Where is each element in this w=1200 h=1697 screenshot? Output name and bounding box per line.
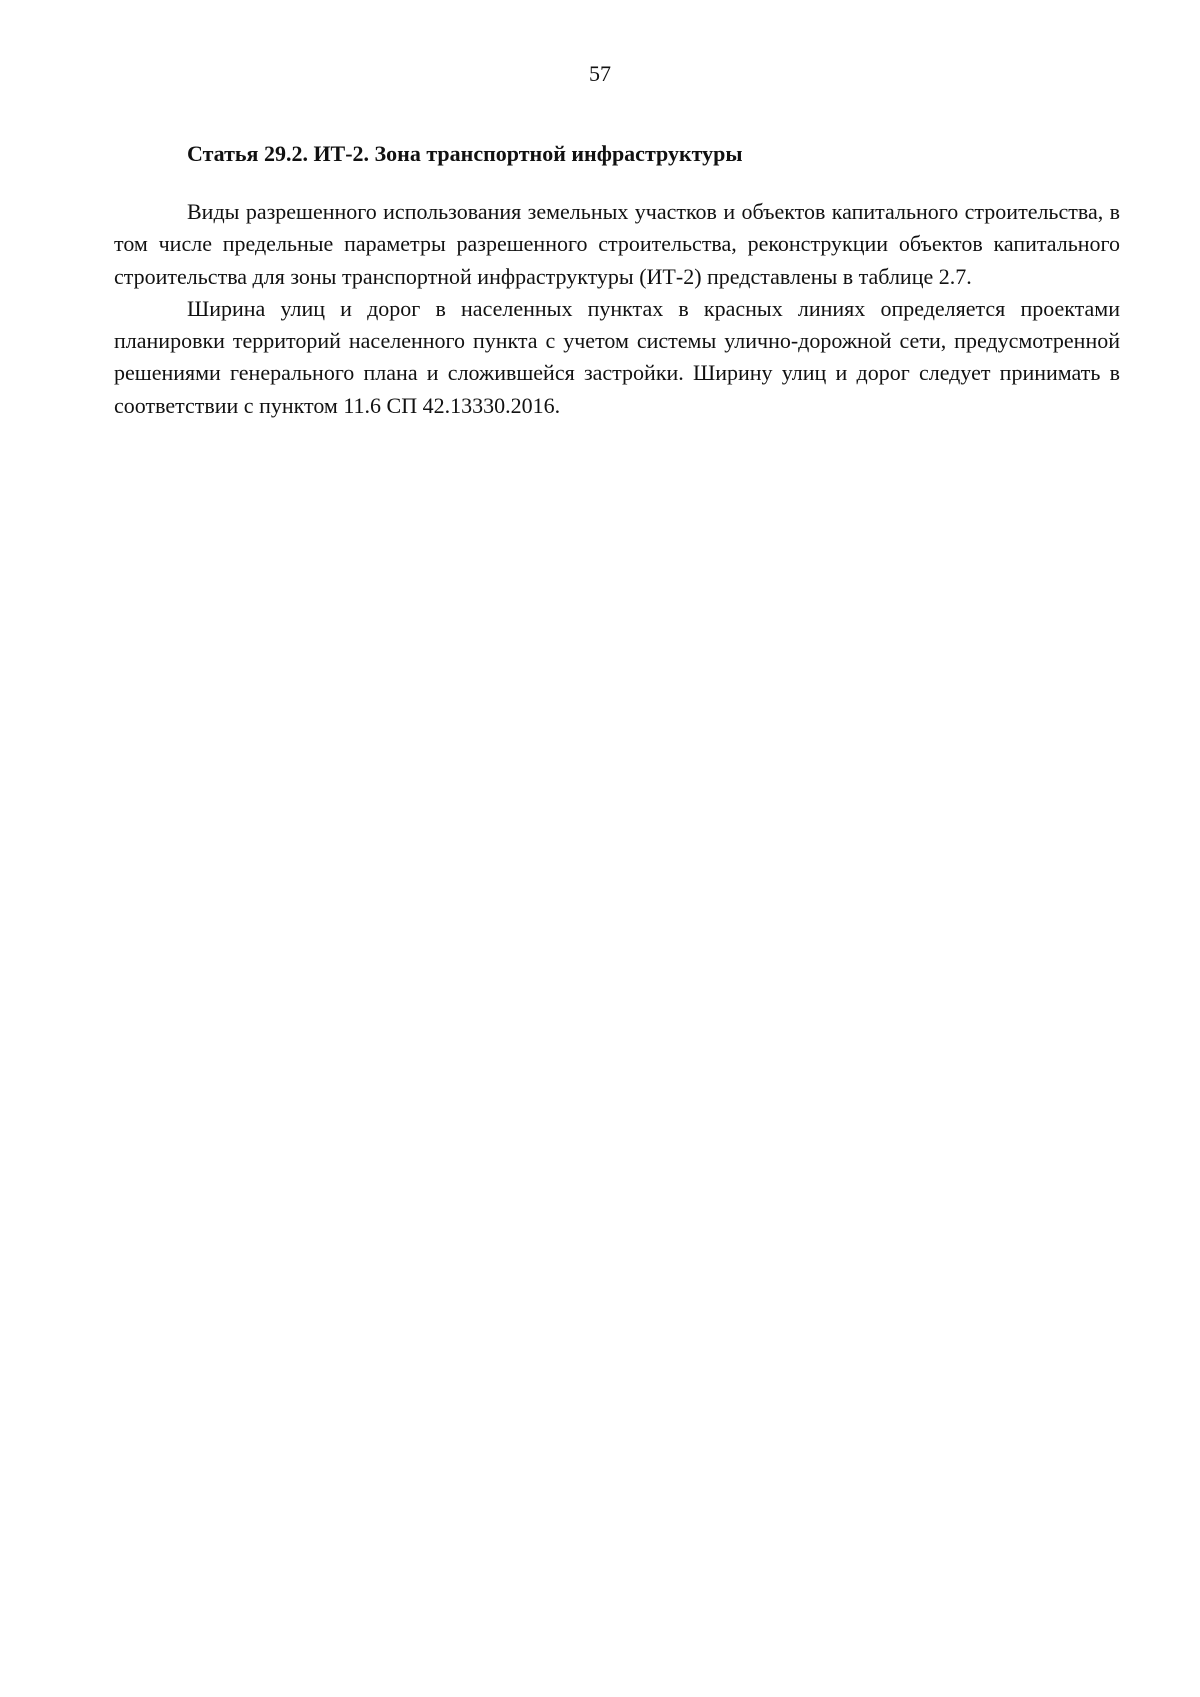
article-heading: Статья 29.2. ИТ-2. Зона транспортной инфраструктуры — [187, 141, 743, 166]
paragraph-street-width: Ширина улиц и дорог в населенных пунктах в красных линиях определяется проектами планировки территорий населенного пункта с учетом системы улично-дорожной сети, предусмотренной решениями генерального плана и сложившейся застройки. Ширину улиц и дорог следует принимать в соответствии с пунктом 11.6 СП 42.13330.2016. — [114, 295, 1120, 418]
page-number: 57 — [589, 61, 611, 86]
article-body — [114, 196, 1120, 422]
paragraph-permitted-uses: Виды разрешенного использования земельных участков и объектов капитального строительства, в том числе предельные параметры разрешенного строительства, реконструкции объектов капитального строительства для зоны транспортной инфраструктуры (ИТ-2) представлены в таблице 2.7. — [114, 199, 1120, 289]
